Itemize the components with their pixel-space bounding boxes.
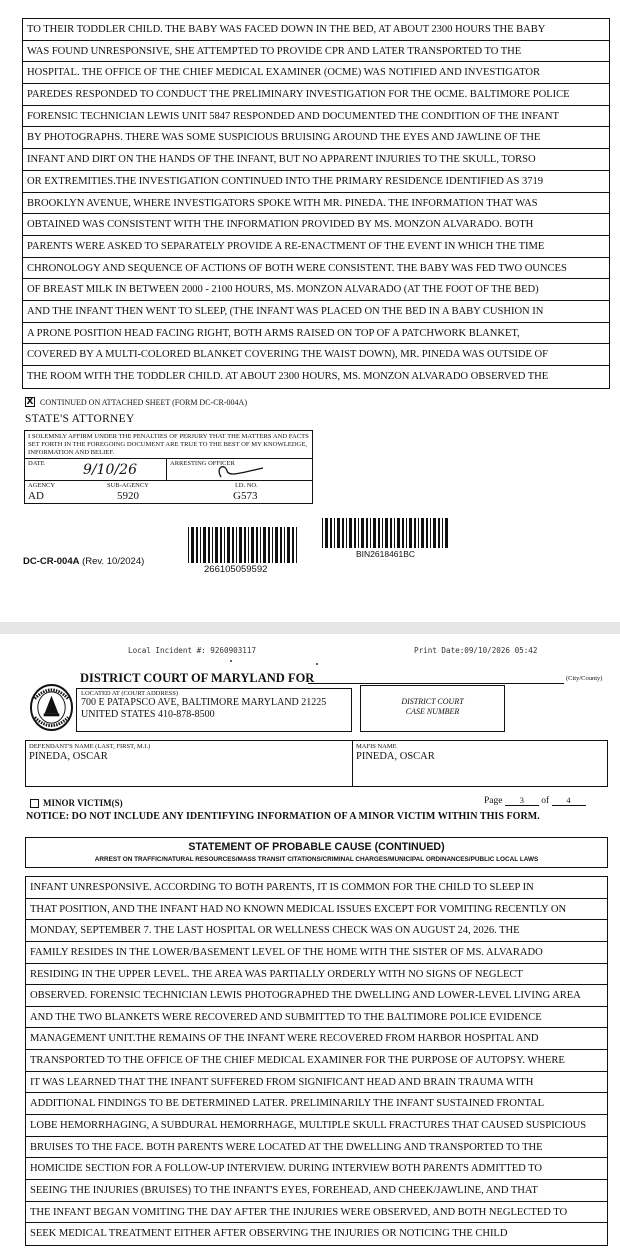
narrative-line: BY PHOTOGRAPHS. THERE WAS SOME SUSPICIOUS BRUISING AROUND THE EYES AND JAWLINE OF THE [23,127,609,149]
statement-header [25,837,608,868]
sub-agency-label: SUB-AGENCY [107,482,149,489]
minor-victim-checkbox[interactable] [30,799,39,808]
barcode-bar [280,527,282,563]
barcode-bar [236,527,237,563]
narrative-line: WAS FOUND UNRESPONSIVE, SHE ATTEMPTED TO PROVIDE CPR AND LATER TRANSPORTED TO THE [23,41,609,63]
mafis-name-field[interactable] [353,741,607,786]
narrative-line: INFANT UNRESPONSIVE. ACCORDING TO BOTH PARENTS, IT IS COMMON FOR THE CHILD TO SLEEP IN [26,877,607,899]
narrative-line: CHRONOLOGY AND SEQUENCE OF ACTIONS OF BOTH WERE CONSISTENT. THE BABY WAS FED TWO OUNCES [23,258,609,280]
narrative-line: AND THE INFANT THEN WENT TO SLEEP, (THE INFANT WAS PLACED ON THE BED IN A BABY CUSHION IN [23,301,609,323]
barcode-bar [337,518,340,548]
narrative-line: TO THEIR TODDLER CHILD. THE BABY WAS FACED DOWN IN THE BED, AT ABOUT 2300 HOURS THE BABY [23,19,609,41]
barcode-bar [370,518,371,548]
barcode-1-text: 266105059592 [204,564,268,575]
barcode-bar [212,527,213,563]
narrative-line: ADDITIONAL FINDINGS TO BE DETERMINED LATER. PRELIMINARILY THE INFANT SUSTAINED FRONTAL [26,1093,607,1115]
barcode-bar [322,518,323,548]
barcode-bar [414,518,416,548]
barcode-bar [373,518,376,548]
arresting-officer-label: ARRESTING OFFICER [170,460,235,467]
narrative-line: PARENTS WERE ASKED TO SEPARATELY PROVIDE A RE-ENACTMENT OF THE EVENT IN WHICH THE TIME [23,236,609,258]
narrative-line: A PRONE POSITION HEAD FACING RIGHT, BOTH ARMS RAISED ON TOP OF A PATCHWORK BLANKET, [23,323,609,345]
agency-label: AGENCY [28,482,56,489]
narrative-line: LOBE HEMORRHAGING, A SUBDURAL HEMORRHAGE, MULTIPLE SKULL FRACTURES THAT CAUSED SUSPICIOUS [26,1115,607,1137]
narrative-line: OBTAINED WAS CONSISTENT WITH THE INFORMATION PROVIDED BY MS. MONZON ALVARADO. BOTH [23,214,609,236]
barcode-bar [421,518,424,548]
city-county-label: (City/County) [566,675,603,682]
narrative-line: THE ROOM WITH THE TODDLER CHILD. AT ABOUT 2300 HOURS, MS. MONZON ALVARADO OBSERVED THE [27,371,549,382]
barcode-bar [292,527,294,563]
narrative-line: TRANSPORTED TO THE OFFICE OF THE CHIEF MEDICAL EXAMINER FOR THE PURPOSE OF AUTOPSY. WHERE [26,1050,607,1072]
district-court-case-number-box[interactable] [360,685,505,732]
minor-victim-option [30,798,123,808]
barcode-bar [239,527,242,563]
barcode-bar [287,527,290,563]
narrative-line: AND THE TWO BLANKETS WERE RECOVERED AND SUBMITTED TO THE BALTIMORE POLICE EVIDENCE [26,1007,607,1029]
minor-victim-label: MINOR VICTIM(S) [43,798,123,808]
barcode-bar [433,518,436,548]
narrative-line: FAMILY RESIDES IN THE LOWER/BASEMENT LEVEL OF THE HOME WITH THE SISTER OF MS. ALVARADO [26,942,607,964]
narrative-line: MANAGEMENT UNIT.THE REMAINS OF THE INFANT WERE RECOVERED FROM HARBOR HOSPITAL AND [26,1028,607,1050]
narrative-line: BROOKLYN AVENUE, WHERE INVESTIGATORS SPOKE WITH MR. PINEDA. THE INFORMATION THAT WAS [23,193,609,215]
court-address-line-2: UNITED STATES 410-878-8500 [81,708,215,720]
barcode-bar [397,518,400,548]
narrative-box-page-1 [22,18,610,389]
form-revision: (Rev. 10/2024) [82,556,145,567]
mafis-name-value: PINEDA, OSCAR [356,751,435,762]
barcode-bar [406,518,407,548]
scan-speck [230,660,232,662]
barcode-bar [244,527,246,563]
narrative-line: OR EXTREMITIES.THE INVESTIGATION CONTINUED INTO THE PRIMARY RESIDENCE IDENTIFIED AS 3719 [23,171,609,193]
print-date: Print Date:09/10/2026 05:42 [414,646,538,655]
barcode-bar [196,527,198,563]
barcode-bar [208,527,210,563]
narrative-box-page-2 [25,876,608,1246]
barcode-bar [366,518,368,548]
id-no-value: G573 [233,490,258,502]
barcode-bar [426,518,428,548]
barcode-bar [268,527,270,563]
barcode-bar [220,527,222,563]
barcode-bar [358,518,359,548]
officer-signature-icon [211,461,267,481]
agency-value: AD [28,490,44,502]
barcode-bar [200,527,201,563]
narrative-line: PAREDES RESPONDED TO CONDUCT THE PRELIMINARY INVESTIGATION FOR THE OCME. BALTIMORE POLICE [23,84,609,106]
id-no-label: I.D. NO. [235,482,258,489]
sub-agency-field[interactable] [95,481,205,503]
arresting-officer-field[interactable] [167,459,312,480]
barcode-2-text: BIN2618461BC [356,549,416,559]
barcode-bar [382,518,383,548]
date-handwritten: 9/10/26 [83,462,137,478]
case-number-label-1: DISTRICT COURT [401,697,464,706]
barcode-bar [385,518,388,548]
narrative-line: INFANT AND DIRT ON THE HANDS OF THE INFANT, BUT NO APPARENT INJURIES TO THE SKULL, TORSO [23,149,609,171]
barcode-bar [361,518,364,548]
page-number [484,796,586,806]
defendant-name-field[interactable] [26,741,353,786]
mafis-name-label: MAFIS NAME [356,743,397,750]
scan-speck [316,663,318,665]
defendant-name-label: DEFENDANT'S NAME (LAST, FIRST, M.I.) [29,743,151,750]
page-label: Page [484,796,503,806]
narrative-line: SEEING THE INJURIES (BRUISES) TO THE INFANT'S EYES, FOREHEAD, AND CHEEK/JAWLINE, AND THAT [26,1180,607,1202]
barcode-bar [188,527,189,563]
narrative-line: BRUISES TO THE FACE. BOTH PARENTS WERE LOCATED AT THE DWELLING AND TRANSPORTED TO THE [26,1137,607,1159]
court-address-box [76,688,352,732]
statement-subtitle: ARREST ON TRAFFIC/NATURAL RESOURCES/MASS TRANSIT CITATIONS/CRIMINAL CHARGES/MUNICIPAL ORDINANCES/PUBLIC LOCAL LAWS [94,856,539,863]
barcode-bar [263,527,266,563]
page-total: 4 [552,796,586,806]
narrative-line: IT WAS LEARNED THAT THE INFANT SUFFERED FROM SIGNIFICANT HEAD AND BRAIN TRAUMA WITH [26,1072,607,1094]
barcode-bar [394,518,395,548]
narrative-line: THAT POSITION, AND THE INFANT HAD NO KNOWN MEDICAL ISSUES EXCEPT FOR VOMITING RECENTLY ON [26,899,607,921]
affirmation-text: I SOLEMNLY AFFIRM UNDER THE PENALTIES OF PERJURY THAT THE MATTERS AND FACTS SET FORTH IN THE FOREGOING DOCUMENT ARE TRUE TO THE BEST OF MY KNOWLEDGE, INFORMATION AND BELIEF. [25,431,312,459]
sub-agency-value: 5920 [117,490,139,502]
barcode-bar [402,518,404,548]
page-separator [0,622,620,634]
defendant-name-value: PINEDA, OSCAR [29,751,108,762]
barcode-bar [342,518,344,548]
barcode-bar [256,527,258,563]
barcode-bar [284,527,285,563]
affirmation-box [24,430,313,504]
barcode-bar [248,527,249,563]
barcode-bar [330,518,332,548]
narrative-line: SEEK MEDICAL TREATMENT EITHER AFTER OBSERVING THE INJURIES OR NOTICING THE CHILD [30,1228,508,1240]
case-number-label-2: CASE NUMBER [405,706,460,716]
barcode-bar [325,518,328,548]
narrative-line: THE INFANT BEGAN VOMITING THE DAY AFTER THE INJURIES WERE OBSERVED, AND BOTH NEGLECTED TO [26,1202,607,1224]
barcode-bar [224,527,225,563]
barcode-bar [260,527,261,563]
barcode-bar [227,527,230,563]
of-label: of [541,796,550,806]
continued-on-attached-sheet [25,397,247,407]
barcode-bar [334,518,335,548]
date-label: DATE [28,460,45,467]
barcode-bar [203,527,206,563]
barcode-bar [191,527,194,563]
barcode-bar [445,518,448,548]
barcode-bar [215,527,218,563]
barcode-bar [390,518,392,548]
court-seal-icon [29,683,74,732]
narrative-line: OF BREAST MILK IN BETWEEN 2000 - 2100 HOURS, MS. MONZON ALVARADO (AT THE FOOT OF THE BED) [23,279,609,301]
barcode-2 [322,518,450,548]
narrative-line: FORENSIC TECHNICIAN LEWIS UNIT 5847 RESPONDED AND DOCUMENTED THE CONDITION OF THE INFANT [23,106,609,128]
local-incident-number: Local Incident #: 9260903117 [128,646,257,655]
court-address-line-1: 700 E PATAPSCO AVE, BALTIMORE MARYLAND 21225 [81,697,327,708]
city-county-line[interactable] [308,683,564,684]
located-at-label: LOCATED AT (COURT ADDRESS) [81,690,179,697]
page-1 [0,0,620,622]
narrative-line: RESIDING IN THE UPPER LEVEL. THE AREA WAS PARTIALLY ORDERLY WITH NO SIGNS OF NEGLECT [26,964,607,986]
narrative-line: HOSPITAL. THE OFFICE OF THE CHIEF MEDICAL EXAMINER (OCME) WAS NOTIFIED AND INVESTIGATOR [23,62,609,84]
form-id [23,556,144,567]
barcode-1 [188,527,300,563]
date-field[interactable] [25,459,167,480]
narrative-line: MONDAY, SEPTEMBER 7. THE LAST HOSPITAL OR WELLNESS CHECK WAS ON AUGUST 24, 2026. THE [26,920,607,942]
barcode-bar [418,518,419,548]
barcode-bar [275,527,278,563]
continued-label: CONTINUED ON ATTACHED SHEET (FORM DC-CR-004A) [40,397,247,407]
barcode-bar [346,518,347,548]
barcode-bar [349,518,352,548]
barcode-bar [409,518,412,548]
barcode-bar [232,527,234,563]
minor-victim-notice: NOTICE: DO NOT INCLUDE ANY IDENTIFYING INFORMATION OF A MINOR VICTIM WITHIN THIS FORM. [26,811,540,822]
id-no-field[interactable] [205,481,312,503]
barcode-bar [438,518,440,548]
form-id-code: DC-CR-004A [23,556,80,567]
barcode-bar [378,518,380,548]
statement-title: STATEMENT OF PROBABLE CAUSE (CONTINUED) [188,841,445,853]
narrative-line: HOMICIDE SECTION FOR A FOLLOW-UP INTERVIEW. DURING INTERVIEW BOTH PARENTS ADMITTED TO [26,1158,607,1180]
barcode-bar [354,518,356,548]
page-current: 3 [505,796,539,806]
barcode-bar [296,527,297,563]
party-names-row [25,740,608,787]
states-attorney-label: STATE'S ATTORNEY [25,413,135,425]
narrative-line: COVERED BY A MULTI-COLORED BLANKET COVERING THE WAIST DOWN), MR. PINEDA WAS OUTSIDE OF [23,344,609,366]
barcode-bar [251,527,254,563]
barcode-bar [430,518,431,548]
continued-checkbox[interactable]: X [26,397,34,407]
barcode-bar [272,527,273,563]
barcode-bar [442,518,443,548]
court-title: DISTRICT COURT OF MARYLAND FOR [80,671,315,685]
narrative-line: OBSERVED. FORENSIC TECHNICIAN LEWIS PHOTOGRAPHED THE DWELLING AND LOWER-LEVEL LIVING AREA [26,985,607,1007]
agency-field[interactable] [25,481,95,503]
